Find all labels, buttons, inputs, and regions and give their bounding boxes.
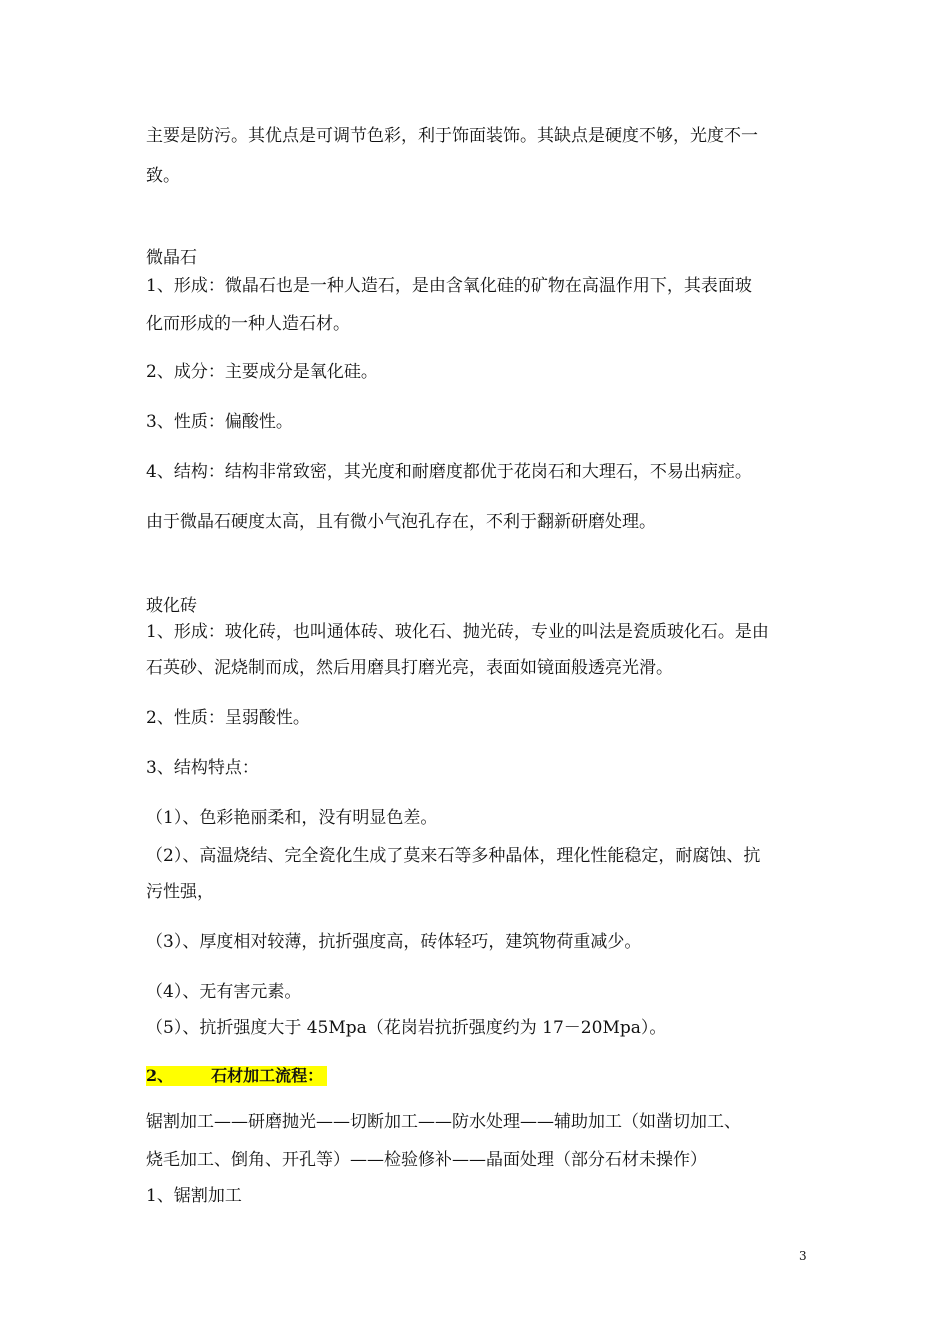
paragraph-line: 3、结构特点： — [146, 758, 259, 778]
section-heading-highlight — [146, 1066, 327, 1086]
paragraph-line: 2、性质：呈弱酸性。 — [146, 708, 310, 728]
section-title-microcrystal: 微晶石 — [146, 248, 197, 268]
paragraph-line: 烧毛加工、倒角、开孔等）——检验修补——晶面处理（部分石材未操作） — [146, 1150, 707, 1170]
paragraph-line: 石英砂、泥烧制而成，然后用磨具打磨光亮，表面如镜面般透亮光滑。 — [146, 658, 673, 678]
paragraph-line: 由于微晶石硬度太高，且有微小气泡孔存在，不利于翻新研磨处理。 — [146, 512, 656, 532]
paragraph-line: 1、形成：微晶石也是一种人造石，是由含氧化硅的矿物在高温作用下，其表面玻 — [146, 276, 752, 296]
list-item: （5）、抗折强度大于 45Mpa（花岗岩抗折强度约为 17－20Mpa）。 — [146, 1018, 667, 1038]
paragraph-line: 4、结构：结构非常致密，其光度和耐磨度都优于花岗石和大理石，不易出病症。 — [146, 462, 752, 482]
paragraph-line: 化而形成的一种人造石材。 — [146, 314, 350, 334]
list-item: 污性强， — [146, 882, 214, 902]
section-title-tile: 玻化砖 — [146, 596, 197, 616]
page-number: 3 — [799, 1249, 807, 1263]
paragraph-line: 1、形成：玻化砖，也叫通体砖、玻化石、抛光砖，专业的叫法是瓷质玻化石。是由 — [146, 622, 769, 642]
section-number: 2、 — [146, 1066, 174, 1085]
list-item: （4）、无有害元素。 — [146, 982, 302, 1002]
paragraph-line: 3、性质：偏酸性。 — [146, 412, 293, 432]
paragraph-line: 锯割加工——研磨抛光——切断加工——防水处理——辅助加工（如凿切加工、 — [146, 1112, 741, 1132]
paragraph-line: 1、锯割加工 — [146, 1186, 242, 1206]
section-heading: 石材加工流程： — [211, 1066, 324, 1085]
list-item: （3）、厚度相对较薄，抗折强度高，砖体轻巧，建筑物荷重减少。 — [146, 932, 642, 952]
paragraph-line: 2、成分：主要成分是氧化硅。 — [146, 362, 378, 382]
paragraph-line: 致。 — [146, 166, 180, 186]
paragraph-line: 主要是防污。其优点是可调节色彩，利于饰面装饰。其缺点是硬度不够，光度不一 — [146, 126, 758, 146]
list-item: （1）、色彩艳丽柔和，没有明显色差。 — [146, 808, 438, 828]
list-item: （2）、高温烧结、完全瓷化生成了莫来石等多种晶体，理化性能稳定，耐腐蚀、抗 — [146, 846, 761, 866]
